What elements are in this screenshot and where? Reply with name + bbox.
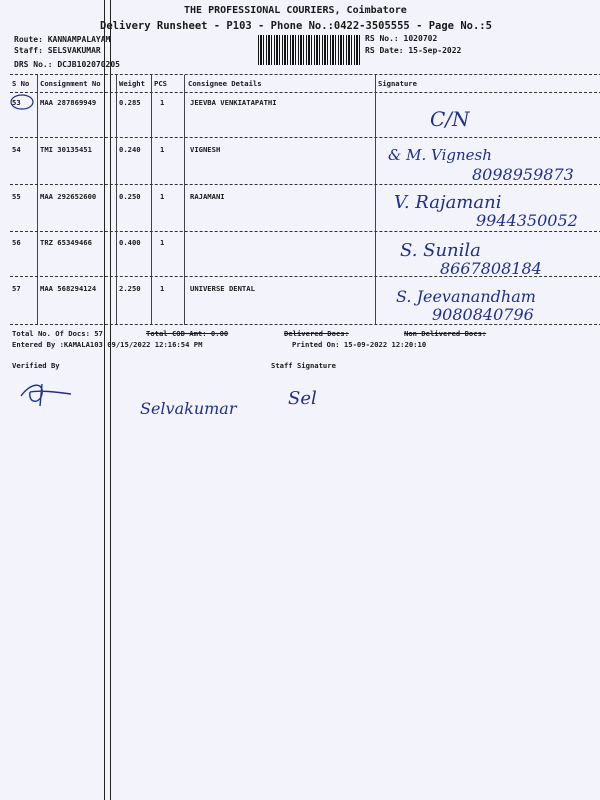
col-consignment: Consignment No xyxy=(40,79,101,88)
row-divider xyxy=(10,276,600,277)
svg-text:9944350052: 9944350052 xyxy=(476,211,578,230)
row-sno: 55 xyxy=(12,192,21,201)
row-consignee: VIGNESH xyxy=(190,145,221,154)
row-signature xyxy=(382,140,597,186)
rs-date-row: RS Date: 15-Sep-2022 xyxy=(365,46,462,55)
staff-row: Staff: SELSVAKUMAR xyxy=(14,46,101,55)
row-weight: 0.285 xyxy=(119,98,141,107)
row-weight: 2.250 xyxy=(119,284,141,293)
row-consignment: TMI 30135451 xyxy=(40,145,92,154)
row-consignee: JEEVBA VENKIATAPATHI xyxy=(190,98,277,107)
staff-signature-label: Staff Signature xyxy=(271,361,336,370)
row-signature xyxy=(392,280,592,326)
verified-signature xyxy=(16,378,76,408)
row-signature xyxy=(420,104,500,134)
svg-text:V. Rajamani: V. Rajamani xyxy=(394,192,502,213)
row-signature xyxy=(388,186,600,232)
entered-by: Entered By :KAMALA103 09/15/2022 12:16:54 PM xyxy=(12,340,203,349)
total-cod: Total COD Amt: 0.00 xyxy=(146,329,229,338)
row-divider xyxy=(10,137,600,138)
row-pcs: 1 xyxy=(160,145,165,154)
svg-text:Selvakumar: Selvakumar xyxy=(140,399,237,418)
svg-text:S. Sunila: S. Sunila xyxy=(400,240,481,261)
col-divider xyxy=(116,75,117,325)
delivered-docs: Delivered Docs: xyxy=(284,329,349,338)
runsheet-subtitle: Delivery Runsheet - P103 - Phone No.:0422-3505555 - Page No.:5 xyxy=(100,20,492,32)
col-weight: Weight xyxy=(119,79,145,88)
svg-text:& M. Vignesh: & M. Vignesh xyxy=(388,146,492,164)
scan-line-right xyxy=(110,0,111,800)
table-header-rule xyxy=(10,92,600,93)
rs-no-row: RS No.: 1020702 xyxy=(365,34,438,43)
svg-text:8098959873: 8098959873 xyxy=(472,165,574,184)
drs-row: DRS No.: DCJB102070205 xyxy=(14,60,120,69)
row-pcs: 1 xyxy=(160,192,165,201)
row-weight: 0.250 xyxy=(119,192,141,201)
row-weight: 0.240 xyxy=(119,145,141,154)
barcode xyxy=(258,35,360,65)
total-docs: Total No. Of Docs: 57 xyxy=(12,329,103,338)
row-consignment: TRZ 65349466 xyxy=(40,238,92,247)
row-sno: 57 xyxy=(12,284,21,293)
col-sno: S No xyxy=(12,79,30,88)
printed-on: Printed On: 15-09-2022 12:20:10 xyxy=(292,340,427,349)
row-pcs: 1 xyxy=(160,98,165,107)
row-consignment: MAA 292652600 xyxy=(40,192,97,201)
col-divider xyxy=(375,75,376,325)
row-consignee: RAJAMANI xyxy=(190,192,225,201)
row-sno: 56 xyxy=(12,238,21,247)
table-top-rule xyxy=(10,74,600,75)
scan-line-left xyxy=(104,0,105,800)
row-consignment: MAA 568294124 xyxy=(40,284,97,293)
svg-text:9080840796: 9080840796 xyxy=(432,305,534,324)
row-pcs: 1 xyxy=(160,238,165,247)
staff-signature xyxy=(130,380,360,430)
table-bottom-rule xyxy=(10,324,600,325)
company-title: THE PROFESSIONAL COURIERS, Coimbatore xyxy=(184,5,407,16)
route-row: Route: KANNAMPALAYAM xyxy=(14,35,111,44)
row-consignee: UNIVERSE DENTAL xyxy=(190,284,255,293)
row-consignment: MAA 287869949 xyxy=(40,98,97,107)
svg-text:Sel: Sel xyxy=(288,388,317,409)
non-delivered-docs: Non Delivered Docs: xyxy=(404,329,487,338)
svg-text:S. Jeevanandham: S. Jeevanandham xyxy=(396,287,536,306)
row-divider xyxy=(10,231,600,232)
col-consignee: Consignee Details xyxy=(188,79,262,88)
row-sno: 53 xyxy=(12,98,21,107)
row-sno: 54 xyxy=(12,145,21,154)
row-circle-mark xyxy=(6,92,38,112)
row-pcs: 1 xyxy=(160,284,165,293)
col-pcs: PCS xyxy=(154,79,167,88)
svg-text:C/N: C/N xyxy=(430,107,470,131)
verified-by-label: Verified By xyxy=(12,361,60,370)
row-weight: 0.400 xyxy=(119,238,141,247)
col-divider xyxy=(37,75,38,325)
row-signature xyxy=(396,234,576,280)
row-divider xyxy=(10,184,600,185)
col-divider xyxy=(151,75,152,325)
svg-text:8667808184: 8667808184 xyxy=(440,259,542,278)
col-divider xyxy=(184,75,185,325)
col-signature: Signature xyxy=(378,79,417,88)
